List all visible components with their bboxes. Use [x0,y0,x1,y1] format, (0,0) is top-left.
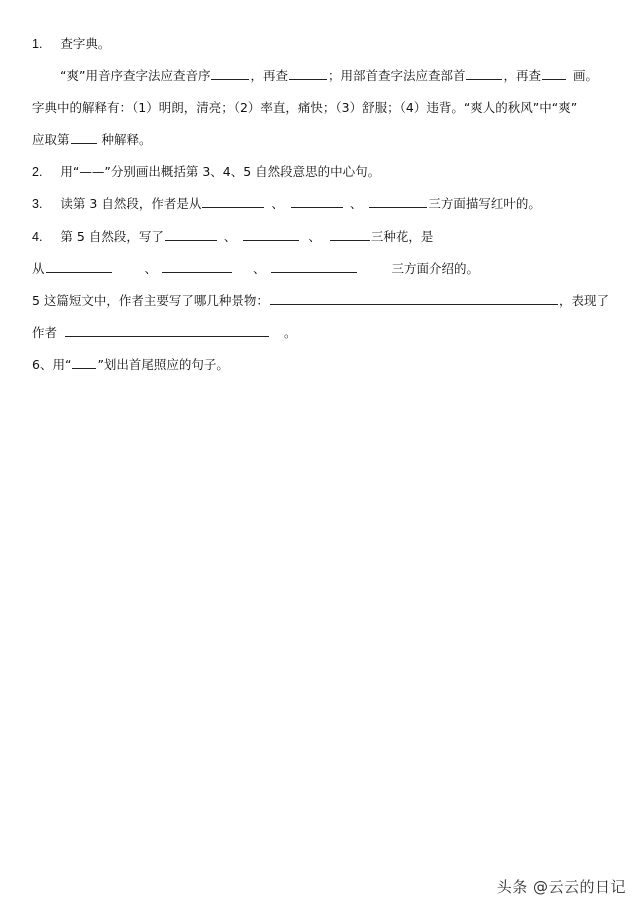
q5-text-a: 5 这篇短文中，作者主要写了哪几种景物： [32,293,269,308]
q3-text-d: 三方面描写红叶的。 [428,196,541,211]
q3-sep-1: 、 [271,196,284,211]
q3-number: 3. [32,197,43,211]
watermark-text: 头条 @云云的日记 [496,878,626,896]
q1-text-jieshi: 种解释。 [101,132,152,147]
q1-blank-hua[interactable] [542,66,566,80]
q4-line1 [32,227,433,245]
q4-sep-4: 、 [253,261,266,276]
q1-line3 [32,130,152,148]
q3-text-a: 读第 3 自然段，作者是从 [60,196,202,211]
q3-blank-3[interactable] [369,194,427,208]
q4-blank-aspect-2[interactable] [162,259,232,273]
q3-line [32,194,541,212]
q4-blank-flower-2[interactable] [243,227,299,241]
q5-blank-scenery[interactable] [270,291,558,305]
q1-blank-zai-cha-1[interactable] [289,66,327,80]
q4-text-d: 三种花，是 [370,229,434,244]
q5-blank-feeling[interactable] [65,323,269,337]
q5-text-author: 作者 [32,325,58,340]
q6-text-b: ”划出首尾照应的句子。 [97,357,229,372]
q2-text: 用“——”分别画出概括第 3、4、5 自然段意思的中心句。 [60,164,381,179]
q4-line2 [32,259,479,277]
q4-text-end: 三方面介绍的。 [391,261,480,276]
q6-text-a: 6、用“ [32,357,72,372]
q1-text-b: ，再查 [250,68,288,83]
q1-line1 [60,66,598,84]
q1-title: 查字典。 [60,36,111,51]
q2-line [32,162,380,180]
q1-blank-jieshi[interactable] [71,130,97,144]
q1-title-line [32,34,110,52]
q4-number: 4. [32,230,43,244]
q6-blank-mark[interactable] [72,355,96,369]
q5-text-end: 。 [284,325,297,340]
q1-blank-yinxu[interactable] [211,66,249,80]
q4-text-a: 第 5 自然段，写了 [60,229,164,244]
q4-blank-flower-1[interactable] [165,227,217,241]
q1-text-a: “爽”用音序查字法应查音序 [60,68,211,83]
q5-line2 [32,323,297,341]
q4-sep-3: 、 [144,261,158,276]
q1-text-qudi: 应取第 [32,132,70,147]
q3-blank-1[interactable] [202,194,264,208]
q1-text-c: ；用部首查字法应查部首 [327,68,466,83]
q3-blank-2[interactable] [291,194,343,208]
q4-blank-aspect-1[interactable] [46,259,112,273]
q4-blank-flower-3[interactable] [330,227,370,241]
q2-number: 2. [32,165,43,179]
q1-text-e: 画。 [573,68,599,83]
q4-text-cong: 从 [32,261,45,276]
q4-sep-1: 、 [223,229,237,244]
q1-line2: 字典中的解释有：（1）明朗，清亮；（2）率直，痛快；（3）舒服；（4）违背。“爽人的秋风”中“爽” [32,100,578,115]
q1-number: 1. [32,37,43,51]
q5-line1 [32,291,609,309]
q1-blank-bushou[interactable] [466,66,502,80]
q6-line [32,355,229,373]
q4-blank-aspect-3[interactable] [271,259,357,273]
q5-text-b: ，表现了 [558,293,609,308]
q3-sep-2: 、 [349,196,363,211]
q4-sep-2: 、 [308,229,321,244]
q1-text-d: ，再查 [503,68,541,83]
